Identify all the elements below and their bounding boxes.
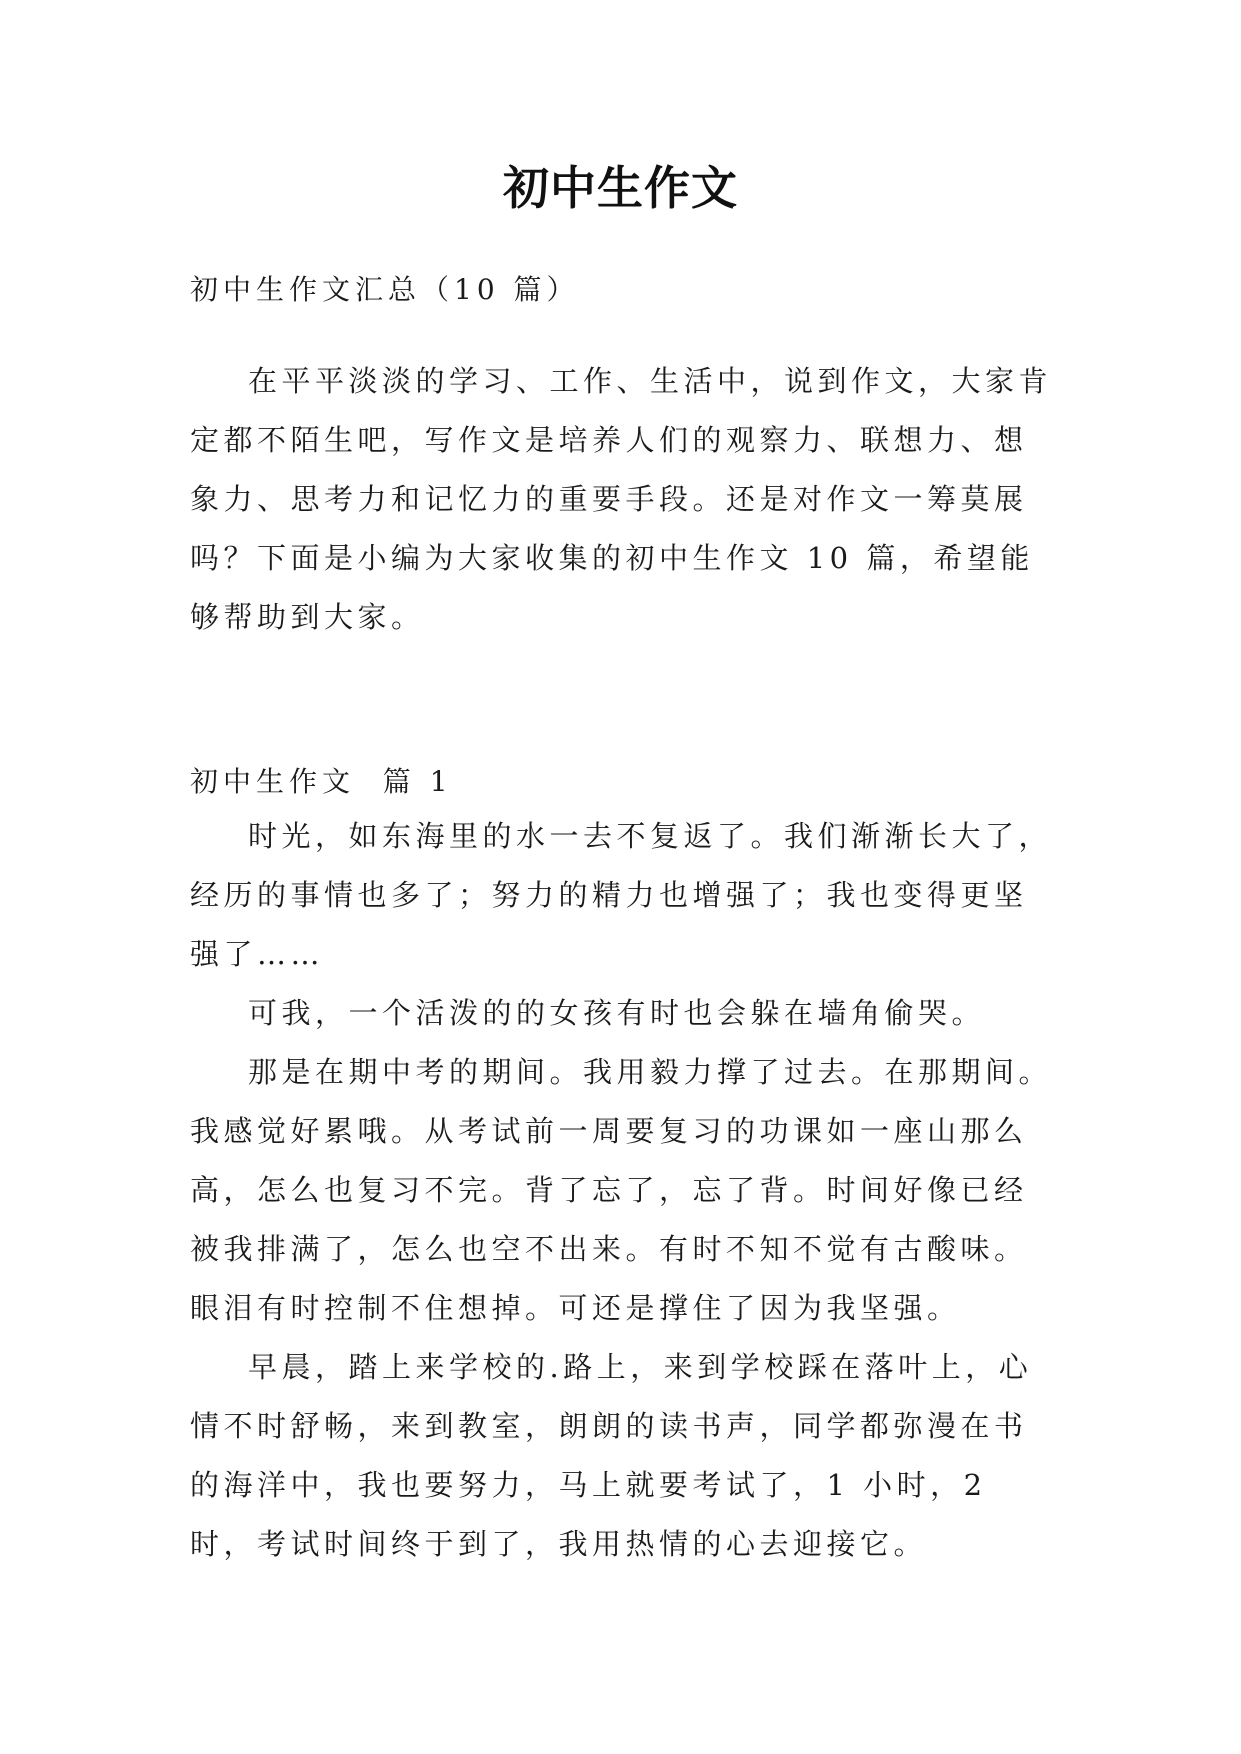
intro-paragraph: 在平平淡淡的学习、工作、生活中，说到作文，大家肯定都不陌生吧，写作文是培养人们的观察力、联想力、想象力、思考力和记忆力的重要手段。还是对作文一筹莫展吗？下面是小编为大家收集的初中生作文 10 篇，希望能够帮助到大家。	[190, 364, 1053, 634]
paragraph: 时光，如东海里的水一去不复返了。我们渐渐长大了，经历的事情也多了；努力的精力也增强了；我也变得更坚强了……	[190, 819, 1053, 971]
paragraph: 早晨，踏上来学校的.路上，来到学校踩在落叶上，心情不时舒畅，来到教室，朗朗的读书声，同学都弥漫在书的海洋中，我也要努力，马上就要考试了，1 小时，2 时，考试时间终于到了，我用热情的心去迎接它。	[190, 1350, 1033, 1561]
paragraph: 那是在期中考的期间。我用毅力撑了过去。在那期间。我感觉好累哦。从考试前一周要复习的功课如一座山那么高，怎么也复习不完。背了忘了，忘了背。时间好像已经被我排满了，怎么也空不出来。有时不知不觉有古酸味。眼泪有时控制不住想掉。可还是撑住了因为我坚强。	[190, 1055, 1053, 1325]
page-title: 初中生作文	[503, 161, 738, 215]
section-heading: 初中生作文 篇 1	[190, 765, 453, 798]
intro-block	[190, 352, 1055, 647]
section-body	[190, 807, 1055, 1574]
paragraph: 可我，一个活泼的的女孩有时也会躲在墙角偷哭。	[248, 996, 986, 1030]
document-subtitle: 初中生作文汇总（10 篇）	[190, 273, 580, 306]
